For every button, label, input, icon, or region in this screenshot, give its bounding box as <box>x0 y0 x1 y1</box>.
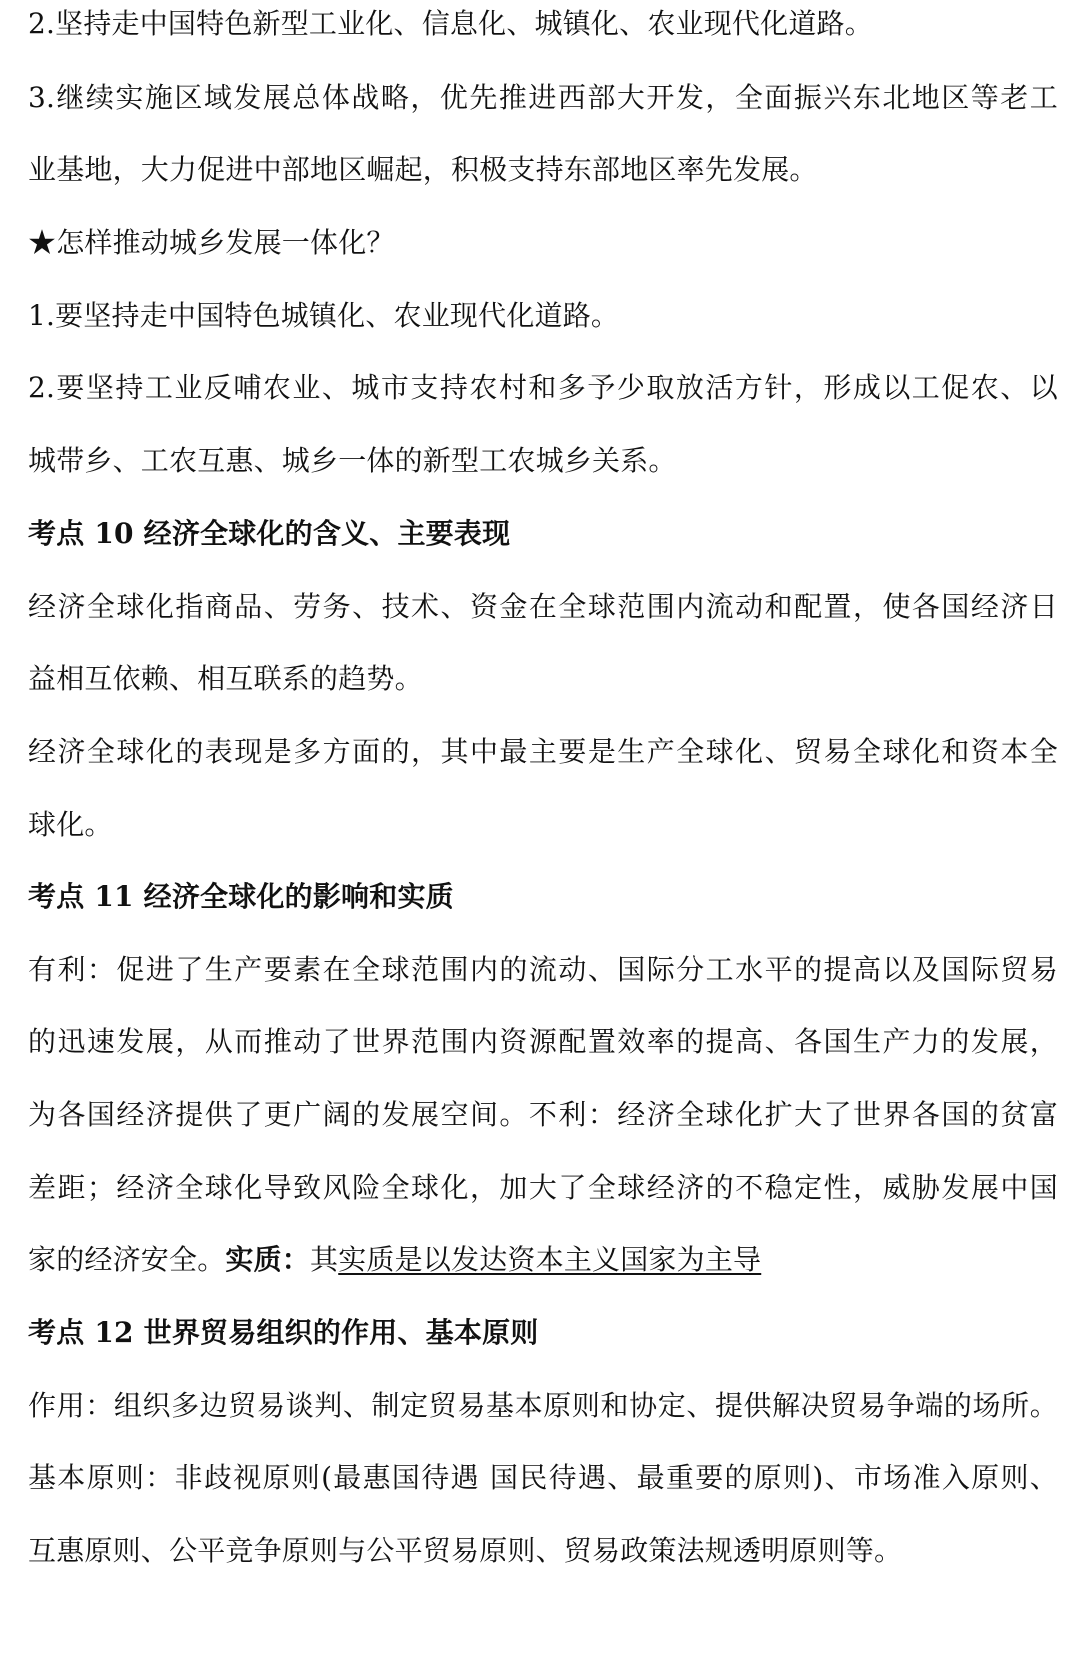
text-line: 3.继续实施区域发展总体战略，优先推进西部大开发，全面振兴东北地区等老工 <box>28 81 1058 114</box>
text-line-essence <box>28 1242 1058 1278</box>
text-line: 1.要坚持走中国特色城镇化、农业现代化道路。 <box>28 299 620 332</box>
text-line: 2.坚持走中国特色新型工业化、信息化、城镇化、农业现代化道路。 <box>28 7 873 40</box>
text-line: 球化。 <box>28 808 113 841</box>
text-line: 有利：促进了生产要素在全球范围内的流动、国际分工水平的提高以及国际贸易 <box>28 953 1058 986</box>
text-line: 2.要坚持工业反哺农业、城市支持农村和多予少取放活方针，形成以工促农、以 <box>28 371 1058 404</box>
text-line: 为各国经济提供了更广阔的发展空间。不利：经济全球化扩大了世界各国的贫富 <box>28 1098 1058 1131</box>
underlined-essence: 实质是以发达资本主义国家为主导 <box>338 1243 762 1276</box>
section-heading-12: 考点 12 世界贸易组织的作用、基本原则 <box>28 1316 539 1349</box>
text-line: 的迅速发展，从而推动了世界范围内资源配置效率的提高、各国生产力的发展， <box>28 1025 1058 1058</box>
text-line: 互惠原则、公平竞争原则与公平贸易原则、贸易政策法规透明原则等。 <box>28 1534 903 1567</box>
section-heading-11: 考点 11 经济全球化的影响和实质 <box>28 880 454 913</box>
text-line: 差距；经济全球化导致风险全球化，加大了全球经济的不稳定性，威胁发展中国 <box>28 1171 1058 1204</box>
text-line: 城带乡、工农互惠、城乡一体的新型工农城乡关系。 <box>28 444 677 477</box>
text-line: 经济全球化指商品、劳务、技术、资金在全球范围内流动和配置，使各国经济日 <box>28 590 1058 623</box>
text-segment: 其 <box>310 1243 339 1276</box>
section-heading-10: 考点 10 经济全球化的含义、主要表现 <box>28 517 511 550</box>
essence-label: 实质： <box>225 1243 311 1276</box>
text-line: 业基地，大力促进中部地区崛起，积极支持东部地区率先发展。 <box>28 153 818 186</box>
text-line: 经济全球化的表现是多方面的，其中最主要是生产全球化、贸易全球化和资本全 <box>28 735 1058 768</box>
text-line: 益相互依赖、相互联系的趋势。 <box>28 662 423 695</box>
text-line: 作用：组织多边贸易谈判、制定贸易基本原则和协定、提供解决贸易争端的场所。 <box>28 1389 1058 1422</box>
question-heading: ★怎样推动城乡发展一体化？ <box>28 226 395 259</box>
text-segment: 家的经济安全。 <box>28 1243 226 1276</box>
text-line: 基本原则：非歧视原则(最惠国待遇 国民待遇、最重要的原则)、市场准入原则、 <box>28 1461 1058 1494</box>
